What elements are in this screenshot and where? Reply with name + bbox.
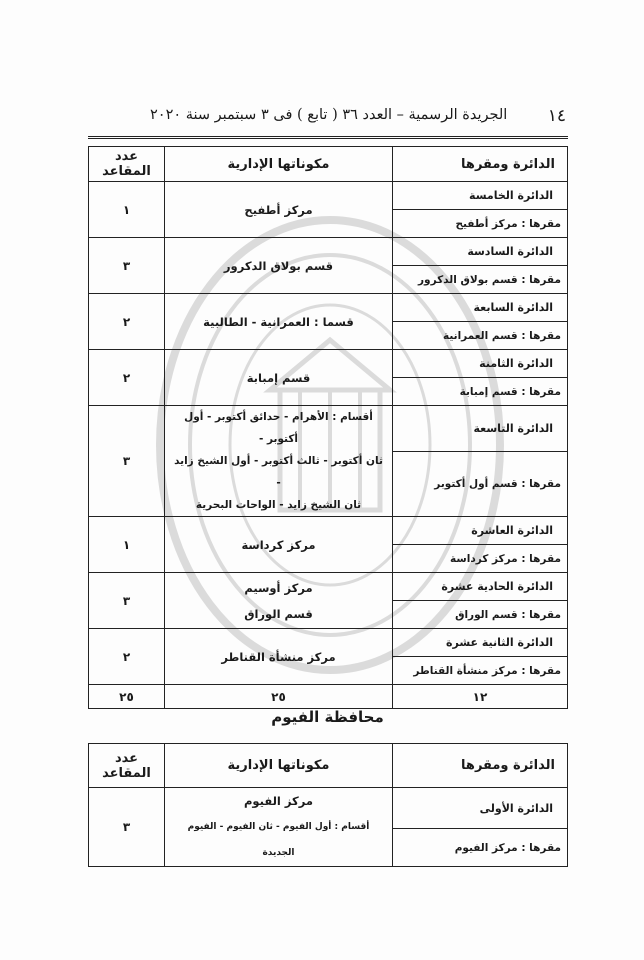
component-line: ثان الشيخ زايد - الواحات البحرية <box>195 499 362 511</box>
circle-seat: مقرها : مركز الفيوم <box>393 829 568 867</box>
admin-components <box>165 629 393 685</box>
circle-seat: مقرها : قسم إمبابة <box>393 378 568 406</box>
admin-components <box>165 788 393 867</box>
seat-count: ٢ <box>89 350 165 406</box>
component-line: قسم الوراق <box>244 606 313 621</box>
component-line: أقسام : أول الفيوم - ثان الفيوم - الفيوم الجديدة <box>187 822 370 858</box>
circle-seat: مقرها : مركز أطفيح <box>393 210 568 238</box>
component-line: قسم إمبابة <box>246 370 311 385</box>
table-row <box>89 350 568 378</box>
circle-seat: مقرها : مركز منشأة القناطر <box>393 657 568 685</box>
component-line: أقسام : الأهرام - حدائق أكتوبر - أول أكتوبر - <box>184 411 373 445</box>
admin-components <box>165 182 393 238</box>
total-components: ٢٥ <box>165 685 393 709</box>
component-line: مركز أطفيح <box>244 202 313 217</box>
admin-components <box>165 406 393 517</box>
admin-components <box>165 294 393 350</box>
circle-name: الدائرة السابعة <box>393 294 568 322</box>
table-row <box>89 788 568 829</box>
table-row <box>89 517 568 545</box>
circle-name: الدائرة الأولى <box>393 788 568 829</box>
column-header-components: مكوناتها الإدارية <box>165 147 393 182</box>
circle-name: الدائرة الخامسة <box>393 182 568 210</box>
fayoum-districts-table <box>88 743 568 867</box>
seat-count: ٢ <box>89 629 165 685</box>
component-line: مركز كرداسة <box>241 537 316 552</box>
circle-name: الدائرة الثانية عشرة <box>393 629 568 657</box>
component-line: قسم بولاق الدكرور <box>223 258 334 273</box>
circle-name: الدائرة التاسعة <box>393 406 568 452</box>
total-seats: ٢٥ <box>89 685 165 709</box>
circle-seat: مقرها : قسم الوراق <box>393 601 568 629</box>
table-row <box>89 406 568 452</box>
page-number: ١٤ <box>547 106 566 126</box>
seat-count: ١ <box>89 517 165 573</box>
table-row <box>89 629 568 657</box>
seat-count: ٣ <box>89 238 165 294</box>
table-header-row <box>89 744 568 788</box>
seat-count: ٣ <box>89 788 165 867</box>
circle-name: الدائرة العاشرة <box>393 517 568 545</box>
header-divider <box>88 136 568 139</box>
column-header-components: مكوناتها الإدارية <box>165 744 393 788</box>
table-header-row <box>89 147 568 182</box>
seat-count: ٣ <box>89 573 165 629</box>
total-circles: ١٢ <box>393 685 568 709</box>
table-row <box>89 573 568 601</box>
seat-count: ١ <box>89 182 165 238</box>
circle-name: الدائرة الحادية عشرة <box>393 573 568 601</box>
circle-name: الدائرة السادسة <box>393 238 568 266</box>
column-header-seats: عدد المقاعد <box>89 744 165 788</box>
column-header-seats: عدد المقاعد <box>89 147 165 182</box>
admin-components <box>165 517 393 573</box>
component-line: مركز أوسيم <box>244 580 313 595</box>
table-row <box>89 182 568 210</box>
component-line: مركز منشأة القناطر <box>221 649 336 664</box>
circle-seat: مقرها : قسم بولاق الدكرور <box>393 266 568 294</box>
circle-seat: مقرها : قسم أول أكتوبر <box>393 452 568 517</box>
component-line: ثان أكتوبر - ثالث أكتوبر - أول الشيخ زايد - <box>174 455 383 489</box>
circle-name: الدائرة الثامنة <box>393 350 568 378</box>
page-header <box>88 104 566 134</box>
admin-components <box>165 573 393 629</box>
admin-components <box>165 238 393 294</box>
component-line: قسما : العمرانية - الطالبية <box>203 314 354 329</box>
totals-row <box>89 685 568 709</box>
circle-seat: مقرها : مركز كرداسة <box>393 545 568 573</box>
governorate-heading: محافظة الفيوم <box>271 708 384 726</box>
circle-seat: مقرها : قسم العمرانية <box>393 322 568 350</box>
seat-count: ٢ <box>89 294 165 350</box>
component-line: مركز الفيوم <box>244 794 313 808</box>
admin-components <box>165 350 393 406</box>
column-header-circle: الدائرة ومقرها <box>393 744 568 788</box>
table-row <box>89 238 568 266</box>
districts-table <box>88 146 568 709</box>
gazette-title: الجريدة الرسمية – العدد ٣٦ ( تابع ) فى ٣ سبتمبر سنة ٢٠٢٠ <box>150 107 508 123</box>
table-row <box>89 294 568 322</box>
column-header-circle: الدائرة ومقرها <box>393 147 568 182</box>
seat-count: ٣ <box>89 406 165 517</box>
